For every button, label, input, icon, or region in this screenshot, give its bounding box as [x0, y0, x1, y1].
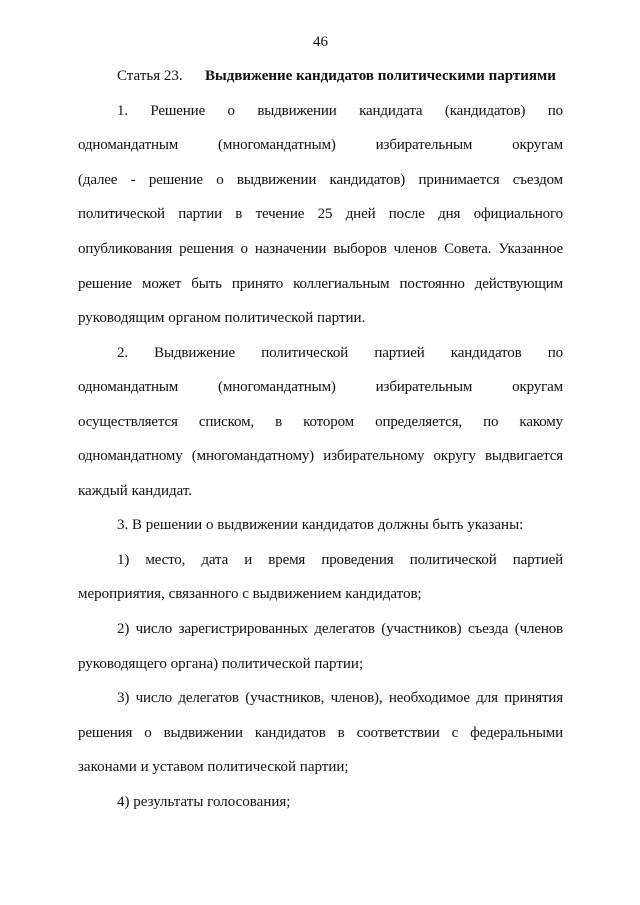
- paragraph-line: 1) место, дата и время проведения политической партией: [117, 551, 563, 568]
- paragraph-line: руководящего органа) политической партии;: [78, 655, 364, 672]
- list-item-4: [78, 785, 563, 820]
- article-label: Статья 23.: [117, 68, 183, 85]
- paragraph-1: [78, 94, 563, 336]
- article-title: Выдвижение кандидатов политическими партиями: [205, 68, 556, 85]
- paragraph-line: каждый кандидат.: [78, 482, 193, 499]
- text-block: [78, 25, 563, 820]
- paragraph-line: 4) результаты голосования;: [117, 793, 291, 810]
- list-item-1: [78, 543, 563, 612]
- paragraph-line: 2. Выдвижение политической партией кандидатов по: [117, 344, 563, 361]
- paragraph-line: одномандатным (многомандатным) избирательным округам: [78, 137, 563, 154]
- paragraph-line: политической партии в течение 25 дней после дня официального: [78, 206, 563, 223]
- article-heading: [78, 59, 563, 94]
- paragraph-line: опубликования решения о назначении выборов членов Совета. Указанное: [78, 240, 563, 257]
- paragraph-2: [78, 336, 563, 509]
- paragraph-line: решение может быть принято коллегиальным постоянно действующим: [78, 275, 563, 292]
- list-item-2: [78, 612, 563, 681]
- paragraph-3: [78, 508, 563, 543]
- paragraph-line: одномандатному (многомандатному) избирательному округу выдвигается: [78, 448, 563, 465]
- list-item-3: [78, 681, 563, 785]
- paragraph-line: 2) число зарегистрированных делегатов (участников) съезда (членов: [117, 620, 563, 637]
- paragraph-line: законами и уставом политической партии;: [78, 759, 349, 776]
- paragraph-line: осуществляется списком, в котором определяется, по какому: [78, 413, 563, 430]
- paragraph-line: мероприятия, связанного с выдвижением кандидатов;: [78, 586, 422, 603]
- paragraph-line: 1. Решение о выдвижении кандидата (кандидатов) по: [117, 102, 563, 119]
- page-number: 46: [313, 33, 328, 50]
- paragraph-line: одномандатным (многомандатным) избирательным округам: [78, 379, 563, 396]
- paragraph-line: решения о выдвижении кандидатов в соответствии с федеральными: [78, 724, 563, 741]
- paragraph-line: 3) число делегатов (участников, членов), необходимое для принятия: [117, 690, 563, 707]
- paragraph-line: (далее - решение о выдвижении кандидатов) принимается съездом: [78, 171, 563, 188]
- paragraph-line: руководящим органом политической партии.: [78, 310, 366, 327]
- paragraph-line: 3. В решении о выдвижении кандидатов должны быть указаны:: [117, 517, 524, 534]
